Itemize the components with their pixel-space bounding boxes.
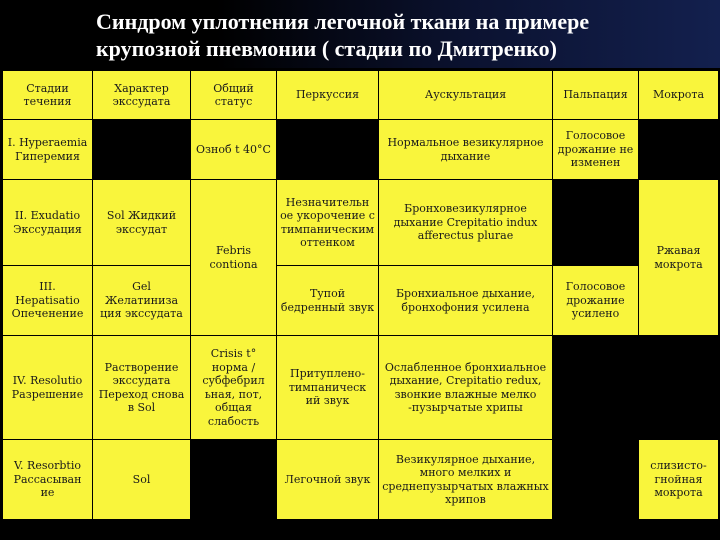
stage-cell: V. Resorbtio Рассасыван ие (3, 440, 93, 520)
exudate-cell: Gel Желатиниза ция экссудата (93, 266, 191, 336)
exudate-cell: Sol (93, 440, 191, 520)
header-exudate: Характер экссудата (93, 71, 191, 120)
empty-cell (553, 180, 639, 266)
palpation-cell: Голосовое дрожание не изменен (553, 120, 639, 180)
title-banner (0, 0, 720, 68)
header-palpation: Пальпация (553, 71, 639, 120)
general-cell: Febris contiona (191, 180, 277, 336)
empty-cell (639, 120, 719, 180)
percussion-cell: Притуплено-тимпаническ ий звук (277, 336, 379, 440)
empty-cell (553, 336, 639, 440)
table-row (3, 440, 719, 520)
header-stage: Стадии течения (3, 71, 93, 120)
header-sputum: Мокрота (639, 71, 719, 120)
stage-cell: I. Hyperaemia Гиперемия (3, 120, 93, 180)
empty-cell (93, 120, 191, 180)
empty-cell (191, 440, 277, 520)
table-row (3, 266, 719, 336)
exudate-cell: Растворение экссудата Переход снова в Sol (93, 336, 191, 440)
general-cell: Crisis t° норма /субфебрил ьная, пот, общая слабость (191, 336, 277, 440)
auscultation-cell: Нормальное везикулярное дыхание (379, 120, 553, 180)
auscultation-cell: Ослабленное бронхиальное дыхание, Crepitatio redux, звонкие влажные мелко -пузырчатые хрипы (379, 336, 553, 440)
palpation-cell: Голосовое дрожание усилено (553, 266, 639, 336)
stage-cell: III. Hepatisatio Опеченение (3, 266, 93, 336)
header-row (3, 71, 719, 120)
empty-cell (277, 120, 379, 180)
exudate-cell: Sol Жидкий экссудат (93, 180, 191, 266)
stage-cell: IV. Resolutio Разрешение (3, 336, 93, 440)
auscultation-cell: Бронховезикулярное дыхание Crepitatio indux afferectus plurae (379, 180, 553, 266)
title-line-2: крупозной пневмонии ( стадии по Дмитренко) (96, 36, 557, 61)
title-line-1: Синдром уплотнения легочной ткани на примере (96, 9, 590, 34)
auscultation-cell: Бронхиальное дыхание, бронхофония усилена (379, 266, 553, 336)
auscultation-cell: Везикулярное дыхание, много мелких и среднепузырчатых влажных хрипов (379, 440, 553, 520)
table-row (3, 336, 719, 440)
percussion-cell: Незначительн ое укорочение с тимпаническим оттенком (277, 180, 379, 266)
table-row (3, 120, 719, 180)
header-auscultation: Аускультация (379, 71, 553, 120)
percussion-cell: Тупой бедренный звук (277, 266, 379, 336)
header-percussion: Перкуссия (277, 71, 379, 120)
table-row (3, 180, 719, 266)
stages-table (2, 70, 719, 520)
page-title (96, 8, 716, 62)
empty-cell (553, 440, 639, 520)
stage-cell: II. Exudatio Экссудация (3, 180, 93, 266)
general-cell: Озноб t 40°С (191, 120, 277, 180)
sputum-cell: Ржавая мокрота (639, 180, 719, 336)
percussion-cell: Легочной звук (277, 440, 379, 520)
sputum-cell: слизисто-гнойная мокрота (639, 440, 719, 520)
empty-cell (639, 336, 719, 440)
header-general: Общий статус (191, 71, 277, 120)
